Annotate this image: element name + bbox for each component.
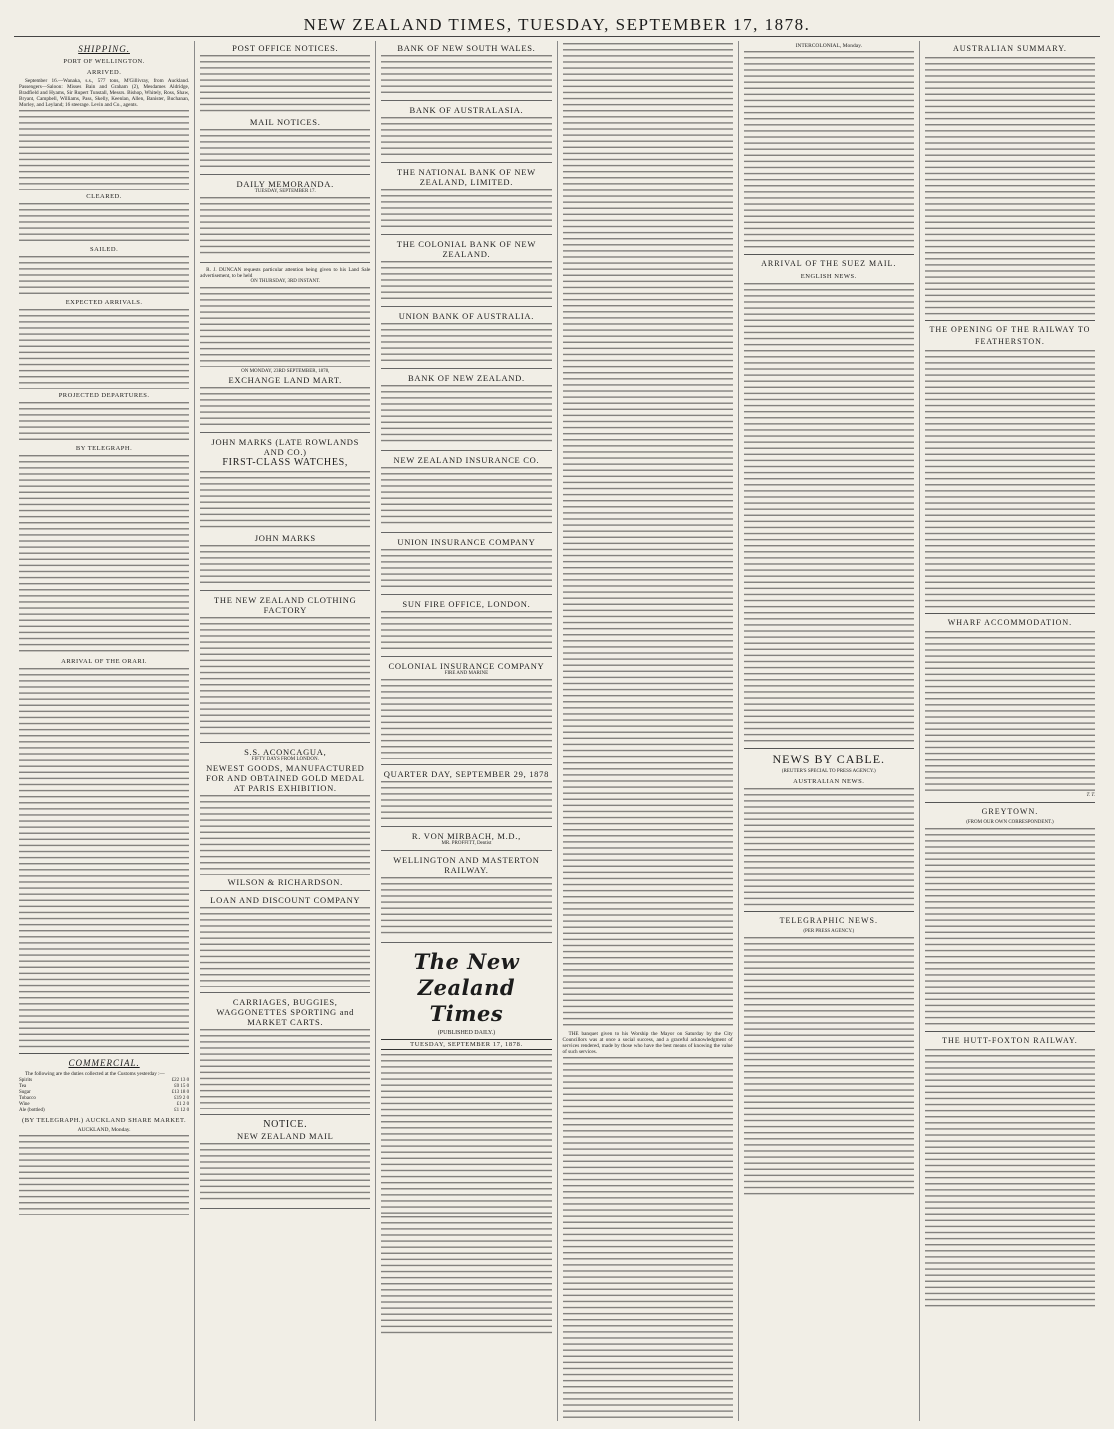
colonial-insurance-heading: COLONIAL INSURANCE COMPANY	[388, 661, 545, 671]
monday-sale: ON MONDAY, 23RD SEPTEMBER, 1878,	[241, 369, 330, 375]
bank-nsw	[381, 41, 551, 101]
colonial-bank-heading: THE COLONIAL BANK OF NEW ZEALAND.	[396, 239, 537, 259]
union-insurance-heading: UNION INSURANCE COMPANY	[397, 537, 536, 547]
text-block	[200, 1143, 370, 1203]
orari-heading: ARRIVAL OF THE ORARI.	[61, 658, 148, 666]
commercial-heading: COMMERCIAL.	[68, 1058, 140, 1069]
von-mirbach	[381, 829, 551, 851]
notice-advertisement	[200, 1117, 370, 1209]
intercolonial-dateline: INTERCOLONIAL, Monday.	[795, 43, 862, 49]
column-3	[376, 41, 557, 1421]
column-1	[14, 41, 195, 1421]
post-office-heading: POST OFFICE NOTICES.	[232, 43, 339, 53]
text-block	[200, 55, 370, 115]
text-block	[381, 877, 551, 937]
clothing-heading: THE NEW ZEALAND CLOTHING FACTORY	[214, 595, 357, 616]
column-6	[920, 41, 1100, 1421]
marks-advertisement	[200, 435, 370, 591]
published-daily: (PUBLISHED DAILY.)	[437, 1030, 496, 1036]
duties-table	[19, 1078, 189, 1115]
text-block	[744, 51, 914, 251]
shipping-intro: September 16.—Wanaka, s.s., 577 tons, M'Gillivray, from Auckland. Passengers—Saloon: Misses Bain and Graham (2), Mesdames Aldridge, Bradfield and Hyams, Sir Rupert Tunstall, Messrs. Bishop, Whitely, Ross, Shaw, Bryant, Campbell, Williams, Pass, Skelly, Keenlan, Allen, Banister, Buchanan, Morley, and Leyland; 16 steerage. Levin and Co., agents.	[19, 78, 190, 109]
union-insurance	[381, 535, 551, 595]
text-block	[200, 129, 370, 169]
text-block	[200, 907, 370, 987]
newest-goods: NEWEST GOODS, MANUFACTURED FOR AND OBTAINED GOLD MEDAL AT PARIS EXHIBITION.	[206, 763, 365, 794]
text-block	[381, 323, 551, 363]
text-block	[563, 43, 733, 303]
union-bank	[381, 309, 551, 369]
nz-insurance-heading: NEW ZEALAND INSURANCE CO.	[393, 455, 540, 465]
duty-row: Tobacco £19 2 0	[19, 1095, 190, 1101]
issue-date: TUESDAY, SEPTEMBER 17, 1878.	[381, 1039, 551, 1050]
bank-australasia	[381, 103, 551, 163]
text-block	[19, 455, 189, 655]
text-block	[381, 261, 551, 301]
suez-mail-heading: ARRIVAL OF THE SUEZ MAIL.	[761, 259, 897, 269]
sun-fire-heading: SUN FIRE OFFICE, LONDON.	[402, 599, 531, 609]
bank-nz	[381, 371, 551, 451]
fire-marine: FIRE AND MARINE	[444, 671, 489, 676]
colonial-bank	[381, 237, 551, 307]
mail-notices-heading: MAIL NOTICES.	[249, 117, 321, 127]
von-mirbach-heading: R. VON MIRBACH, M.D.,	[411, 831, 521, 841]
text-block	[563, 1319, 733, 1421]
watches-heading: FIRST-CLASS WATCHES,	[222, 457, 349, 469]
news-by-cable-heading: NEWS BY CABLE.	[772, 752, 886, 767]
text-block	[381, 117, 551, 157]
opening-railway-heading: THE OPENING OF THE RAILWAY TO FEATHERSTON.	[929, 325, 1091, 346]
aconcagua-heading: S.S. ACONCAGUA,	[244, 747, 327, 758]
nz-insurance	[381, 453, 551, 533]
duty-row: Sugar £13 18 0	[19, 1089, 190, 1095]
divider	[744, 748, 914, 749]
expected-heading: EXPECTED ARRIVALS.	[65, 299, 143, 307]
quarter-day-heading: QUARTER DAY, SEPTEMBER 29, 1878	[383, 769, 550, 779]
text-block	[19, 668, 189, 928]
greytown-heading: GREYTOWN.	[981, 807, 1039, 817]
text-block	[19, 402, 189, 442]
wilson-richardson: WILSON & RICHARDSON.	[227, 877, 343, 888]
text-block	[563, 305, 733, 565]
text-block	[925, 350, 1095, 610]
land-sale-date: ON THURSDAY, 3RD INSTANT.	[250, 279, 321, 285]
duty-row: Wine £1 2 0	[19, 1101, 190, 1107]
text-block	[19, 203, 189, 243]
auckland-share-heading: (BY TELEGRAPH.) AUCKLAND SHARE MARKET.	[22, 1117, 187, 1125]
text-block	[744, 788, 914, 908]
memoranda-heading: DAILY MEMORANDA.	[236, 179, 334, 189]
fifty-days: FIFTY DAYS FROM LONDON.	[251, 757, 319, 763]
text-block	[200, 1029, 370, 1109]
duty-row: Spirits £22 13 0	[19, 1077, 190, 1083]
text-block	[925, 631, 1095, 791]
divider	[925, 320, 1095, 321]
text-block	[200, 197, 370, 257]
marks-repeat: JOHN MARKS	[254, 533, 316, 544]
bank-nsw-heading: BANK OF NEW SOUTH WALES.	[397, 43, 536, 53]
memoranda-date: TUESDAY, SEPTEMBER 17.	[254, 189, 316, 194]
press-agency-note: (PER PRESS AGENCY.)	[803, 929, 855, 935]
by-telegraph-heading: BY TELEGRAPH.	[75, 445, 133, 453]
divider	[925, 802, 1095, 803]
signoff: T. T.	[1086, 793, 1096, 798]
notice-heading: NOTICE.	[263, 1119, 308, 1131]
column-2	[195, 41, 376, 1421]
loan-advertisement	[200, 893, 370, 993]
port-heading: PORT OF WELLINGTON.	[63, 58, 145, 65]
text-block	[19, 256, 189, 296]
wharf-heading: WHARF ACCOMMODATION.	[947, 618, 1073, 627]
nameplate: The New Zealand Times	[413, 949, 520, 1026]
sailed-heading: SAILED.	[89, 246, 119, 254]
text-block	[744, 937, 914, 1197]
text-block	[925, 57, 1095, 317]
text-block	[381, 679, 551, 759]
masthead: NEW ZEALAND TIMES, TUESDAY, SEPTEMBER 17, 1878.	[14, 14, 1100, 37]
text-block	[744, 545, 914, 745]
quarter-day	[381, 767, 551, 827]
commercial-intro: The following are the duties collected at the Customs yesterday :—	[25, 1071, 165, 1078]
own-correspondent: (FROM OUR OWN CORRESPONDENT.)	[966, 820, 1054, 826]
english-news-heading: ENGLISH NEWS.	[800, 273, 857, 281]
column-5	[739, 41, 920, 1421]
loan-heading: LOAN AND DISCOUNT COMPANY	[210, 895, 361, 906]
text-block	[200, 387, 370, 427]
duty-row: Tea £0 15 0	[19, 1083, 190, 1089]
text-block	[563, 829, 733, 1029]
text-block	[381, 189, 551, 229]
column-4	[558, 41, 739, 1421]
text-block	[744, 283, 914, 543]
text-block	[200, 471, 370, 531]
text-block	[563, 567, 733, 827]
bank-australasia-heading: BANK OF AUSTRALASIA.	[409, 105, 524, 115]
text-block	[381, 55, 551, 95]
union-bank-heading: UNION BANK OF AUSTRALIA.	[398, 311, 535, 321]
nz-mail: NEW ZEALAND MAIL	[237, 1131, 334, 1142]
carriages-advertisement	[200, 995, 370, 1115]
text-block	[925, 1049, 1095, 1309]
text-block	[381, 549, 551, 589]
divider	[744, 911, 914, 912]
dentist: MR. PROFFITT, Dentist	[441, 841, 492, 846]
divider	[19, 1053, 189, 1054]
duncan-advertisement	[200, 265, 370, 433]
reuters-note: (REUTER'S SPECIAL TO PRESS AGENCY.)	[781, 769, 876, 775]
national-bank	[381, 165, 551, 235]
carriages-heading: CARRIAGES, BUGGIES, WAGGONETTES SPORTING and MARKET CARTS.	[216, 997, 355, 1028]
australian-summary-heading: AUSTRALIAN SUMMARY.	[952, 44, 1067, 53]
text-block	[381, 1054, 551, 1214]
duncan-text: R. J. DUNCAN requests particular attention being given to his Land Sale advertisement, to be held	[200, 267, 371, 280]
sun-fire	[381, 597, 551, 657]
marks-heading: JOHN MARKS (LATE ROWLANDS AND CO.)	[211, 437, 360, 458]
text-block	[19, 1135, 189, 1215]
text-block	[381, 1216, 551, 1336]
duty-row: Ale (bottled) £1 12 0	[19, 1108, 190, 1114]
columns-container	[8, 41, 1106, 1421]
text-block	[381, 611, 551, 651]
text-block	[925, 828, 1095, 1028]
railway-notice	[381, 853, 551, 943]
telegraphic-news-heading: TELEGRAPHIC NEWS.	[779, 916, 878, 926]
text-block	[381, 781, 551, 821]
exchange-land-mart: EXCHANGE LAND MART.	[228, 375, 342, 386]
text-block	[19, 309, 189, 389]
text-block	[19, 930, 189, 1050]
text-block	[563, 1057, 733, 1317]
projected-heading: PROJECTED DEPARTURES.	[58, 392, 150, 400]
cleared-heading: CLEARED.	[86, 193, 122, 201]
auckland-dateline: AUCKLAND, Monday.	[77, 1127, 131, 1134]
aconcagua-advertisement	[200, 745, 370, 891]
arrived-heading: ARRIVED.	[86, 69, 122, 76]
clothing-advertisement	[200, 593, 370, 743]
text-block	[200, 287, 370, 367]
divider	[925, 613, 1095, 614]
hutt-foxton-heading: THE HUTT-FOXTON RAILWAY.	[942, 1036, 1078, 1046]
text-block	[200, 617, 370, 737]
text-block	[200, 795, 370, 875]
lead-paragraph: THE banquet given to his Worship the Mayor on Saturday by the City Councillors was at once a social success, and a graceful acknowledgment of services rendered, made by those who have the best means of knowing the value of such services.	[562, 1031, 733, 1056]
divider	[744, 254, 914, 255]
railway-heading: WELLINGTON AND MASTERTON RAILWAY.	[393, 855, 540, 875]
colonial-insurance	[381, 659, 551, 765]
bank-nz-heading: BANK OF NEW ZEALAND.	[408, 373, 525, 383]
text-block	[381, 385, 551, 445]
shipping-heading: SHIPPING.	[78, 44, 130, 54]
post-office-notice	[200, 41, 370, 175]
daily-memoranda	[200, 177, 370, 263]
divider	[925, 1031, 1095, 1032]
australian-news-heading: AUSTRALIAN NEWS.	[793, 778, 865, 786]
text-block	[381, 467, 551, 527]
text-block	[19, 110, 189, 190]
text-block	[200, 545, 370, 585]
national-bank-heading: THE NATIONAL BANK OF NEW ZEALAND, LIMITED.	[397, 167, 536, 187]
